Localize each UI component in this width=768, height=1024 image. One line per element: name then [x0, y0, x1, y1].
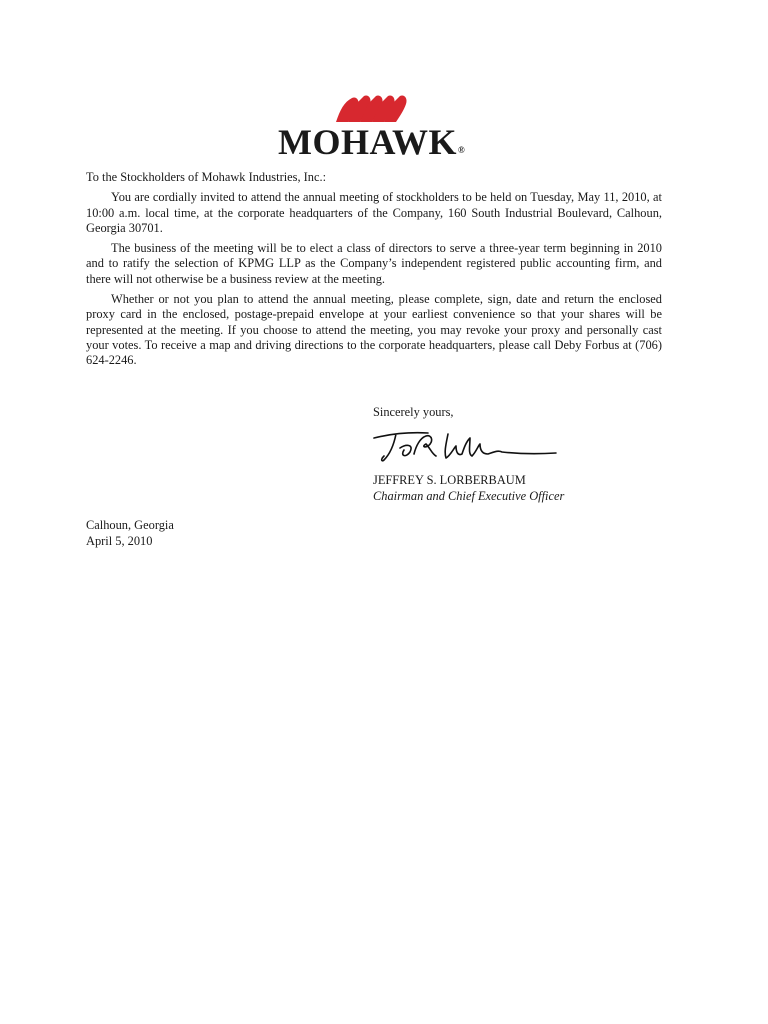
place-date-block — [86, 517, 174, 549]
paragraph-invitation: You are cordially invited to attend the annual meeting of stockholders to be held on Tuesday, May 11, 2010, at 10:00 a.m. local time, at the corporate headquarters of the Company, 160 South Industrial Boulevard, Calhoun, Georgia 30701. — [86, 190, 662, 235]
logo-wordmark-text: MOHAWK — [278, 122, 457, 162]
letter-body — [86, 170, 662, 374]
salutation: To the Stockholders of Mohawk Industries, Inc.: — [86, 170, 327, 184]
signer-title: Chairman and Chief Executive Officer — [373, 489, 565, 503]
paragraph-proxy: Whether or not you plan to attend the annual meeting, please complete, sign, date and return the enclosed proxy card in the enclosed, postage-prepaid envelope at your earliest convenience so that your shares will be represented at the meeting. If you choose to attend the meeting, you may revoke your proxy and personally cast your votes. To receive a map and driving directions to the corporate headquarters, please call Deby Forbus at (706) 624-2246. — [86, 292, 662, 368]
letter-place: Calhoun, Georgia — [86, 518, 174, 532]
mohawk-wave-icon — [334, 92, 408, 126]
signer-name: JEFFREY S. LORBERBAUM — [373, 473, 526, 487]
signer-block — [373, 472, 564, 504]
paragraph-business: The business of the meeting will be to elect a class of directors to serve a three-year term beginning in 2010 and to ratify the selection of KPMG LLP as the Company’s independent registered public accounting firm, and there will not otherwise be a business review at the meeting. — [86, 241, 662, 286]
company-logo — [278, 92, 468, 162]
logo-wordmark — [278, 124, 465, 160]
logo-registered-mark: ® — [458, 145, 466, 155]
closing: Sincerely yours, — [373, 405, 454, 419]
handwritten-signature — [370, 424, 560, 468]
letter-date: April 5, 2010 — [86, 534, 153, 548]
